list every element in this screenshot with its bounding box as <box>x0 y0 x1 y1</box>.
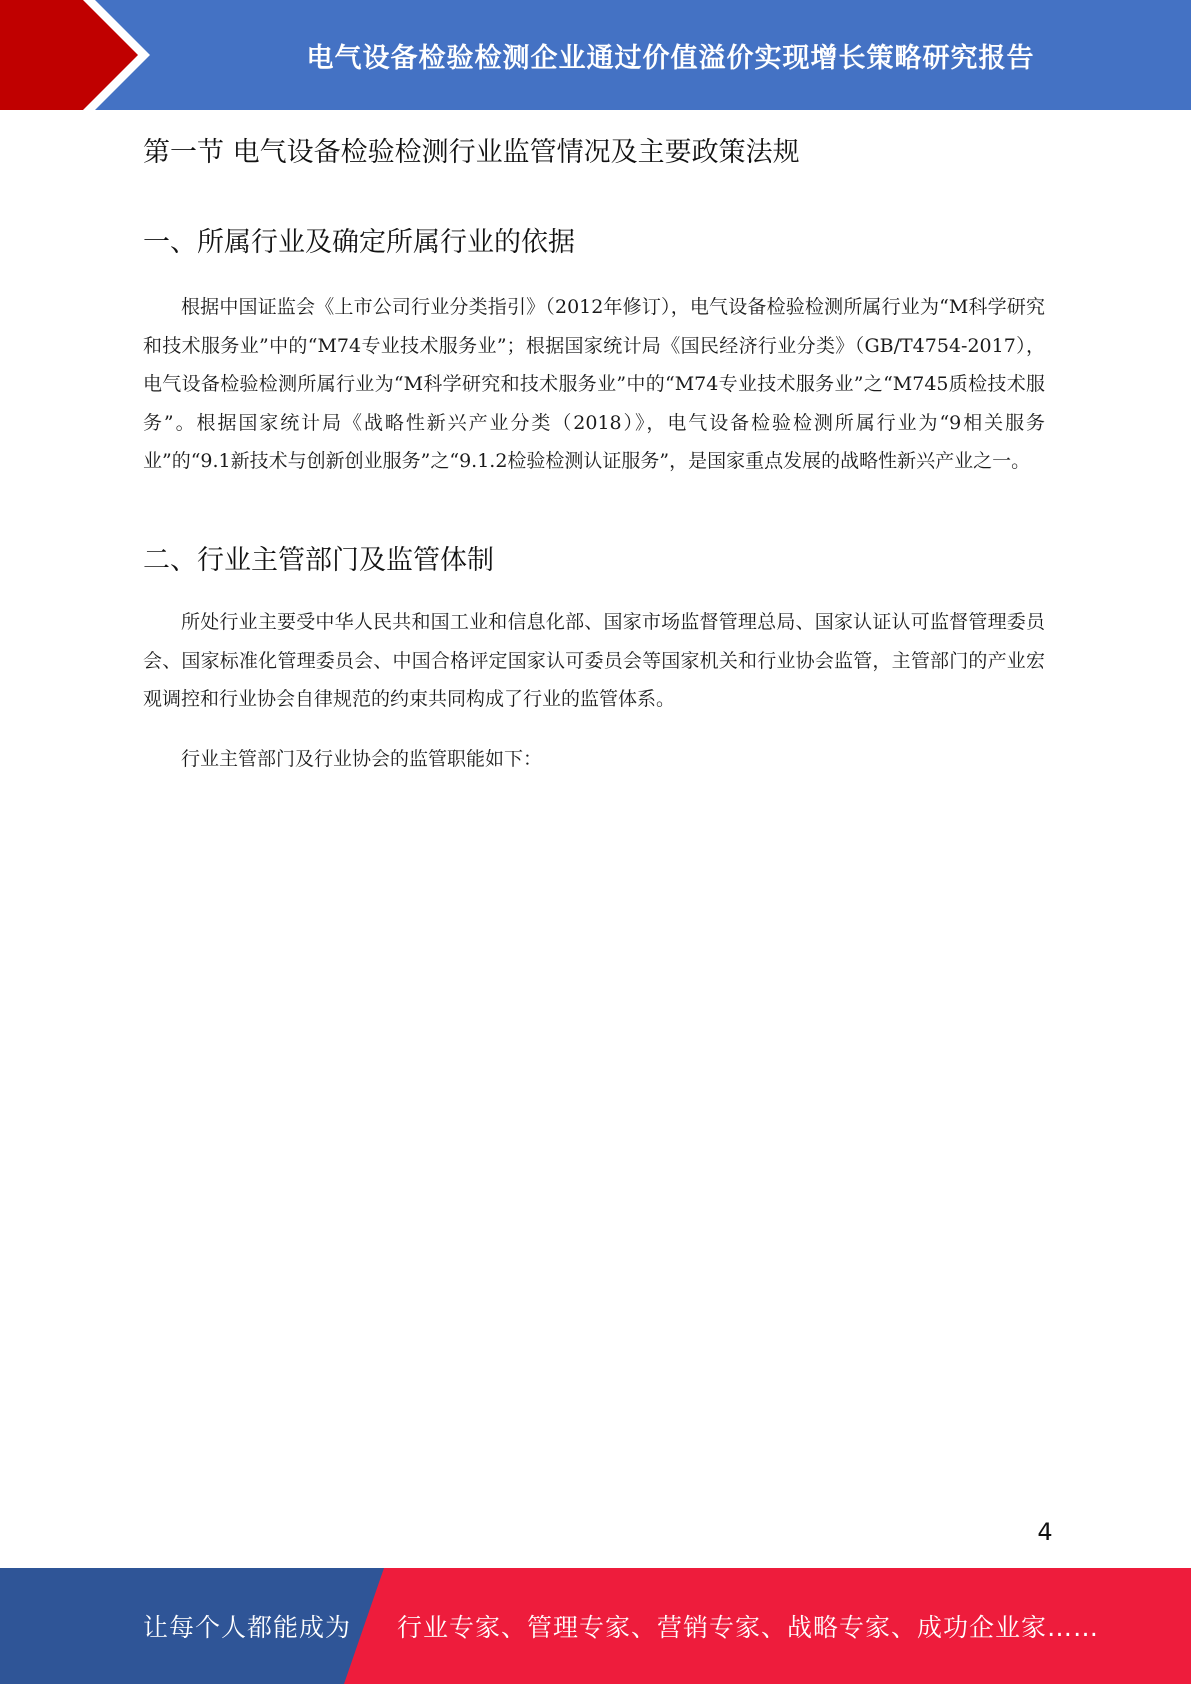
section-title: 第一节 电气设备检验检测行业监管情况及主要政策法规 <box>143 137 800 168</box>
page-number: 4 <box>1037 1518 1053 1546</box>
paragraph-regulatory-functions: 行业主管部门及行业协会的监管职能如下： <box>181 748 543 770</box>
heading-industry-basis: 一、所属行业及确定所属行业的依据 <box>143 227 575 258</box>
paragraph-regulatory-system: 所处行业主要受中华人民共和国工业和信息化部、国家市场监督管理总局、国家认证认可监督管理委员会、国家标准化管理委员会、中国合格评定国家认可委员会等国家机关和行业协会监管，主管部门的产业宏观调控和行业协会自律规范的约束共同构成了行业的监管体系。 <box>143 611 1045 710</box>
heading-regulatory-system: 二、行业主管部门及监管体制 <box>143 545 494 576</box>
report-title: 电气设备检验检测企业通过价值溢价实现增长策略研究报告 <box>306 42 1035 74</box>
footer-slogan-right: 行业专家、管理专家、营销专家、战略专家、成功企业家…… <box>397 1613 1100 1642</box>
footer-slogan-left: 让每个人都能成为 <box>143 1613 352 1642</box>
paragraph-industry-basis: 根据中国证监会《上市公司行业分类指引》（2012年修订），电气设备检验检测所属行业为“M科学研究和技术服务业”中的“M74专业技术服务业”；根据国家统计局《国民经济行业分类》（GB/T4754-2017），电气设备检验检测所属行业为“M科学研究和技术服务业”中的“M74专业技术服务业”之“M745质检技术服务”。根据国家统计局《战略性新兴产业分类（2018）》，电气设备检验检测所属行业为“9相关服务业”的“9.1新技术与创新创业服务”之“9.1.2检验检测认证服务”，是国家重点发展的战略性新兴产业之一。 <box>143 296 1045 472</box>
